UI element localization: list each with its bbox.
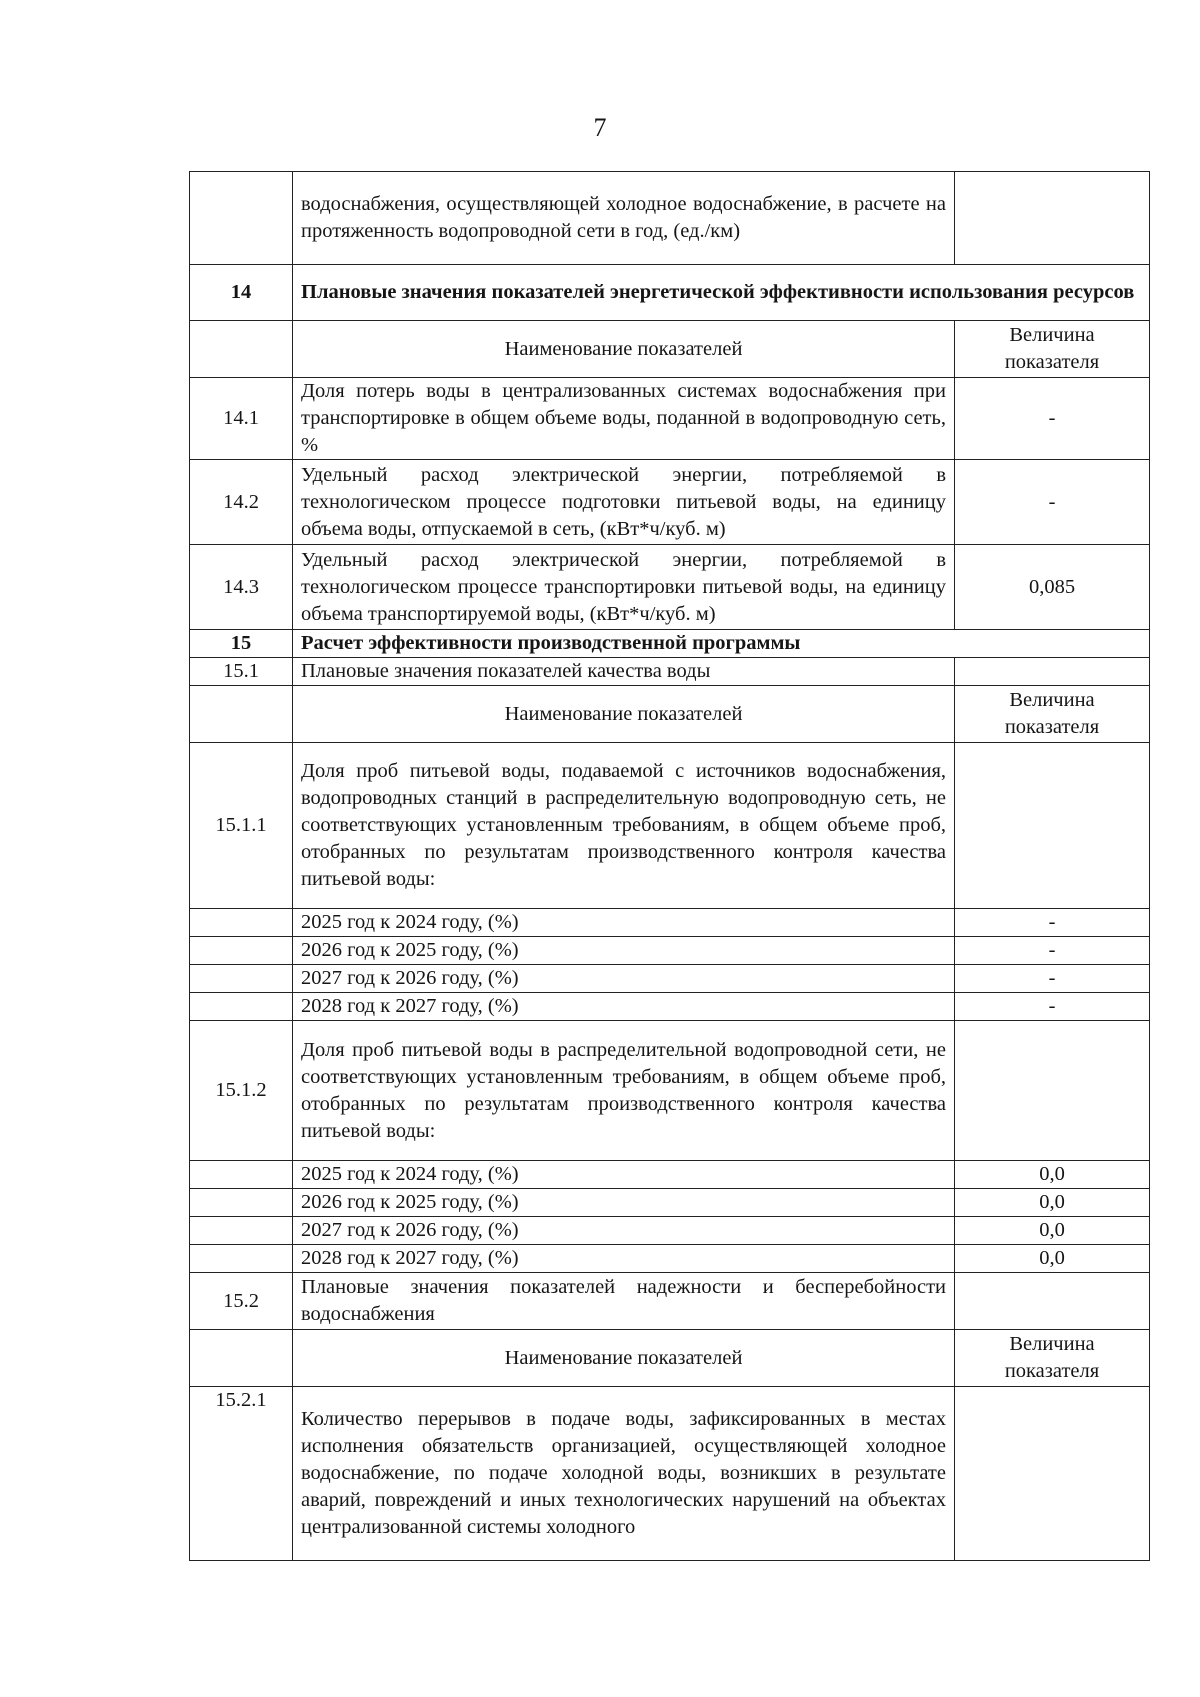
column-header-value: Величина показателя	[955, 1330, 1150, 1387]
year-label: 2025 год к 2024 году, (%)	[293, 909, 955, 937]
row-number: 15.1.1	[190, 743, 293, 909]
year-row	[190, 1217, 1150, 1245]
year-row	[190, 965, 1150, 993]
year-row	[190, 1189, 1150, 1217]
year-row	[190, 937, 1150, 965]
page-number: 7	[593, 113, 607, 142]
year-row	[190, 1161, 1150, 1189]
row-text: Количество перерывов в подаче воды, зафиксированных в местах исполнения обязательств организацией, осуществляющей холодное водоснабжение, по подаче холодной воды, возникших в результате аварий, повреждений и иных технологических нарушений на объектах централизованной системы холодного	[293, 1387, 955, 1561]
row-text: Доля проб питьевой воды, подаваемой с источников водоснабжения, водопроводных станций в распределительную водопроводную сеть, не соответствующих установленным требованиям, в общем объеме проб, отобранных по результатам производственного контроля качества питьевой воды:	[293, 743, 955, 909]
row-text: Доля проб питьевой воды в распределительной водопроводной сети, не соответствующих установленным требованиям, в общем объеме проб, отобранных по результатам производственного контроля качества питьевой воды:	[293, 1021, 955, 1161]
year-row	[190, 1245, 1150, 1273]
row-value: -	[955, 378, 1150, 460]
column-header-name: Наименование показателей	[293, 321, 955, 378]
table-row	[190, 378, 1150, 460]
year-value: 0,0	[955, 1161, 1150, 1189]
table-row	[190, 172, 1150, 265]
table-row	[190, 743, 1150, 909]
row-text: Удельный расход электрической энергии, потребляемой в технологическом процессе подготовки питьевой воды, на единицу объема воды, отпускаемой в сеть, (кВт*ч/куб. м)	[293, 460, 955, 545]
column-header-name: Наименование показателей	[293, 686, 955, 743]
row-number: 15.2.1	[190, 1387, 293, 1561]
table-row	[190, 1021, 1150, 1161]
year-label: 2026 год к 2025 году, (%)	[293, 1189, 955, 1217]
row-text: Доля потерь воды в централизованных системах водоснабжения при транспортировке в общем объеме воды, поданной в водопроводную сеть, %	[293, 378, 955, 460]
column-header-name: Наименование показателей	[293, 1330, 955, 1387]
column-header-value: Величина показателя	[955, 686, 1150, 743]
row-number: 15.1.2	[190, 1021, 293, 1161]
table-row	[190, 1273, 1150, 1330]
column-header-row	[190, 321, 1150, 378]
year-row	[190, 993, 1150, 1021]
row-number: 14	[190, 265, 293, 321]
year-label: 2025 год к 2024 году, (%)	[293, 1161, 955, 1189]
year-label: 2027 год к 2026 году, (%)	[293, 965, 955, 993]
column-header-row	[190, 686, 1150, 743]
row-text: Плановые значения показателей качества воды	[293, 658, 955, 686]
row-value: -	[955, 460, 1150, 545]
year-value: -	[955, 993, 1150, 1021]
row-number: 14.1	[190, 378, 293, 460]
row-number: 15.2	[190, 1273, 293, 1330]
year-label: 2027 год к 2026 году, (%)	[293, 1217, 955, 1245]
year-value: -	[955, 909, 1150, 937]
section-title: Плановые значения показателей энергетической эффективности использования ресурсов	[293, 265, 1150, 321]
section-15-row	[190, 630, 1150, 658]
year-value: 0,0	[955, 1189, 1150, 1217]
section-title: Расчет эффективности производственной программы	[293, 630, 1150, 658]
row-value: 0,085	[955, 545, 1150, 630]
table-row	[190, 545, 1150, 630]
year-label: 2026 год к 2025 году, (%)	[293, 937, 955, 965]
row-text: водоснабжения, осуществляющей холодное водоснабжение, в расчете на протяженность водопроводной сети в год, (ед./км)	[293, 172, 955, 265]
table-row	[190, 1387, 1150, 1561]
row-number: 14.3	[190, 545, 293, 630]
year-value: 0,0	[955, 1245, 1150, 1273]
row-number: 14.2	[190, 460, 293, 545]
row-text: Удельный расход электрической энергии, потребляемой в технологическом процессе транспортировки питьевой воды, на единицу объема транспортируемой воды, (кВт*ч/куб. м)	[293, 545, 955, 630]
year-value: -	[955, 937, 1150, 965]
year-label: 2028 год к 2027 году, (%)	[293, 1245, 955, 1273]
year-value: 0,0	[955, 1217, 1150, 1245]
row-text: Плановые значения показателей надежности и бесперебойности водоснабжения	[293, 1273, 955, 1330]
row-number: 15	[190, 630, 293, 658]
table-row	[190, 460, 1150, 545]
section-14-row	[190, 265, 1150, 321]
column-header-value: Величина показателя	[955, 321, 1150, 378]
row-number: 15.1	[190, 658, 293, 686]
year-label: 2028 год к 2027 году, (%)	[293, 993, 955, 1021]
column-header-row	[190, 1330, 1150, 1387]
indicators-table	[189, 171, 1150, 1561]
table-row	[190, 658, 1150, 686]
year-row	[190, 909, 1150, 937]
year-value: -	[955, 965, 1150, 993]
